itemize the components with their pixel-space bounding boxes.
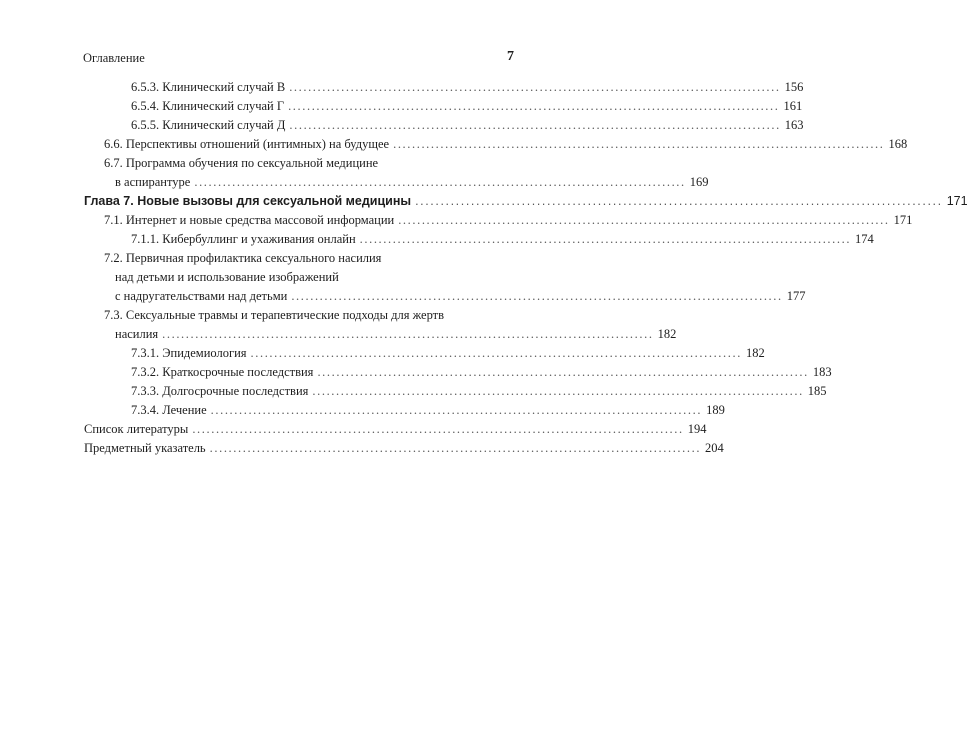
toc-entry-page: 171 <box>946 194 968 208</box>
toc-entry-page: 182 <box>745 346 765 360</box>
toc-entry-7-3-line1: 7.3. Сексуальные травмы и терапевтические подходы для жертв <box>104 308 445 322</box>
dot-leader: ........................................................................................................ <box>291 289 783 303</box>
toc-entry-label: 7.3.1. Эпидемиология <box>131 346 247 360</box>
toc-entry-7-3-4[interactable] <box>131 401 725 419</box>
dot-leader: ........................................................................................................ <box>415 194 943 208</box>
toc-entry-7-1-1[interactable] <box>131 230 874 248</box>
dot-leader: ........................................................................................................ <box>162 327 654 341</box>
toc-entry-page: 156 <box>784 80 804 94</box>
dot-leader: ........................................................................................................ <box>194 175 686 189</box>
toc-entry-references[interactable] <box>84 420 707 438</box>
toc-entry-7-2-line1: 7.2. Первичная профилактика сексуального насилия <box>104 251 382 265</box>
toc-entry-6-6[interactable] <box>104 135 908 153</box>
toc-entry-page: 185 <box>807 384 827 398</box>
toc-entry-page: 168 <box>888 137 908 151</box>
toc-entry-label: насилия <box>115 327 159 341</box>
running-header-title: Оглавление <box>83 51 145 65</box>
dot-leader: ........................................................................................................ <box>312 384 804 398</box>
toc-entry-label: 6.5.4. Клинический случай Г <box>131 99 285 113</box>
toc-entry-6-5-4[interactable] <box>131 97 803 115</box>
toc-entry-page: 182 <box>657 327 677 341</box>
toc-entry-page: 177 <box>786 289 806 303</box>
toc-entry-page: 169 <box>689 175 709 189</box>
toc-entry-page: 189 <box>706 403 725 417</box>
toc-entry-label: Список литературы <box>84 422 189 436</box>
toc-entry-label: Предметный указатель <box>84 441 206 455</box>
toc-entry-6-7-line1: 6.7. Программа обучения по сексуальной медицине <box>104 156 379 170</box>
dot-leader: ........................................................................................................ <box>250 346 742 360</box>
toc-entry-7-2-line2: над детьми и использование изображений <box>115 270 339 284</box>
toc-chapter-label: Глава 7. Новые вызовы для сексуальной медицины <box>84 194 412 208</box>
toc-entry-6-7[interactable] <box>115 173 709 191</box>
toc-entry-page: 183 <box>812 365 832 379</box>
toc-entry-page: 174 <box>855 232 874 246</box>
dot-leader: ........................................................................................................ <box>317 365 809 379</box>
toc-entry-label: в аспирантуре <box>115 175 191 189</box>
page-number: 7 <box>507 49 514 64</box>
toc-entry-7-3-1[interactable] <box>131 344 765 362</box>
toc-entry-label: с надругательствами над детьми <box>115 289 288 303</box>
toc-entry-7-2[interactable] <box>115 287 806 305</box>
toc-entry-label: 6.6. Перспективы отношений (интимных) на будущее <box>104 137 390 151</box>
toc-entry-label: 7.3.3. Долгосрочные последствия <box>131 384 309 398</box>
toc-entry-label: 7.1.1. Кибербуллинг и ухаживания онлайн <box>131 232 356 246</box>
toc-entry-label: 7.3.4. Лечение <box>131 403 207 417</box>
toc-entry-label: 6.5.5. Клинический случай Д <box>131 118 286 132</box>
dot-leader: ........................................................................................................ <box>192 422 684 436</box>
toc-entry-7-3[interactable] <box>115 325 677 343</box>
toc-entry-page: 194 <box>687 422 707 436</box>
dot-leader: ........................................................................................................ <box>289 80 781 94</box>
toc-entry-6-5-5[interactable] <box>131 116 804 134</box>
dot-leader: ........................................................................................................ <box>209 441 702 455</box>
toc-entry-6-5-3[interactable] <box>131 78 804 96</box>
toc-entry-page: 204 <box>705 441 724 455</box>
toc-entry-label: 7.1. Интернет и новые средства массовой информации <box>104 213 395 227</box>
toc-entry-7-3-3[interactable] <box>131 382 827 400</box>
toc-entry-subject-index[interactable] <box>84 439 724 457</box>
dot-leader: ........................................................................................................ <box>289 118 781 132</box>
dot-leader: ........................................................................................................ <box>393 137 885 151</box>
dot-leader: ........................................................................................................ <box>288 99 780 113</box>
dot-leader: ........................................................................................................ <box>210 403 703 417</box>
dot-leader: ........................................................................................................ <box>398 213 890 227</box>
toc-entry-7-1[interactable] <box>104 211 913 229</box>
toc-entry-page: 161 <box>783 99 803 113</box>
toc-entry-label: 6.5.3. Клинический случай В <box>131 80 286 94</box>
toc-entry-7-3-2[interactable] <box>131 363 832 381</box>
dot-leader: ........................................................................................................ <box>359 232 852 246</box>
toc-entry-page: 171 <box>893 213 913 227</box>
toc-entry-label: 7.3.2. Краткосрочные последствия <box>131 365 314 379</box>
toc-entry-page: 163 <box>784 118 804 132</box>
toc-chapter-7[interactable] <box>84 192 968 210</box>
